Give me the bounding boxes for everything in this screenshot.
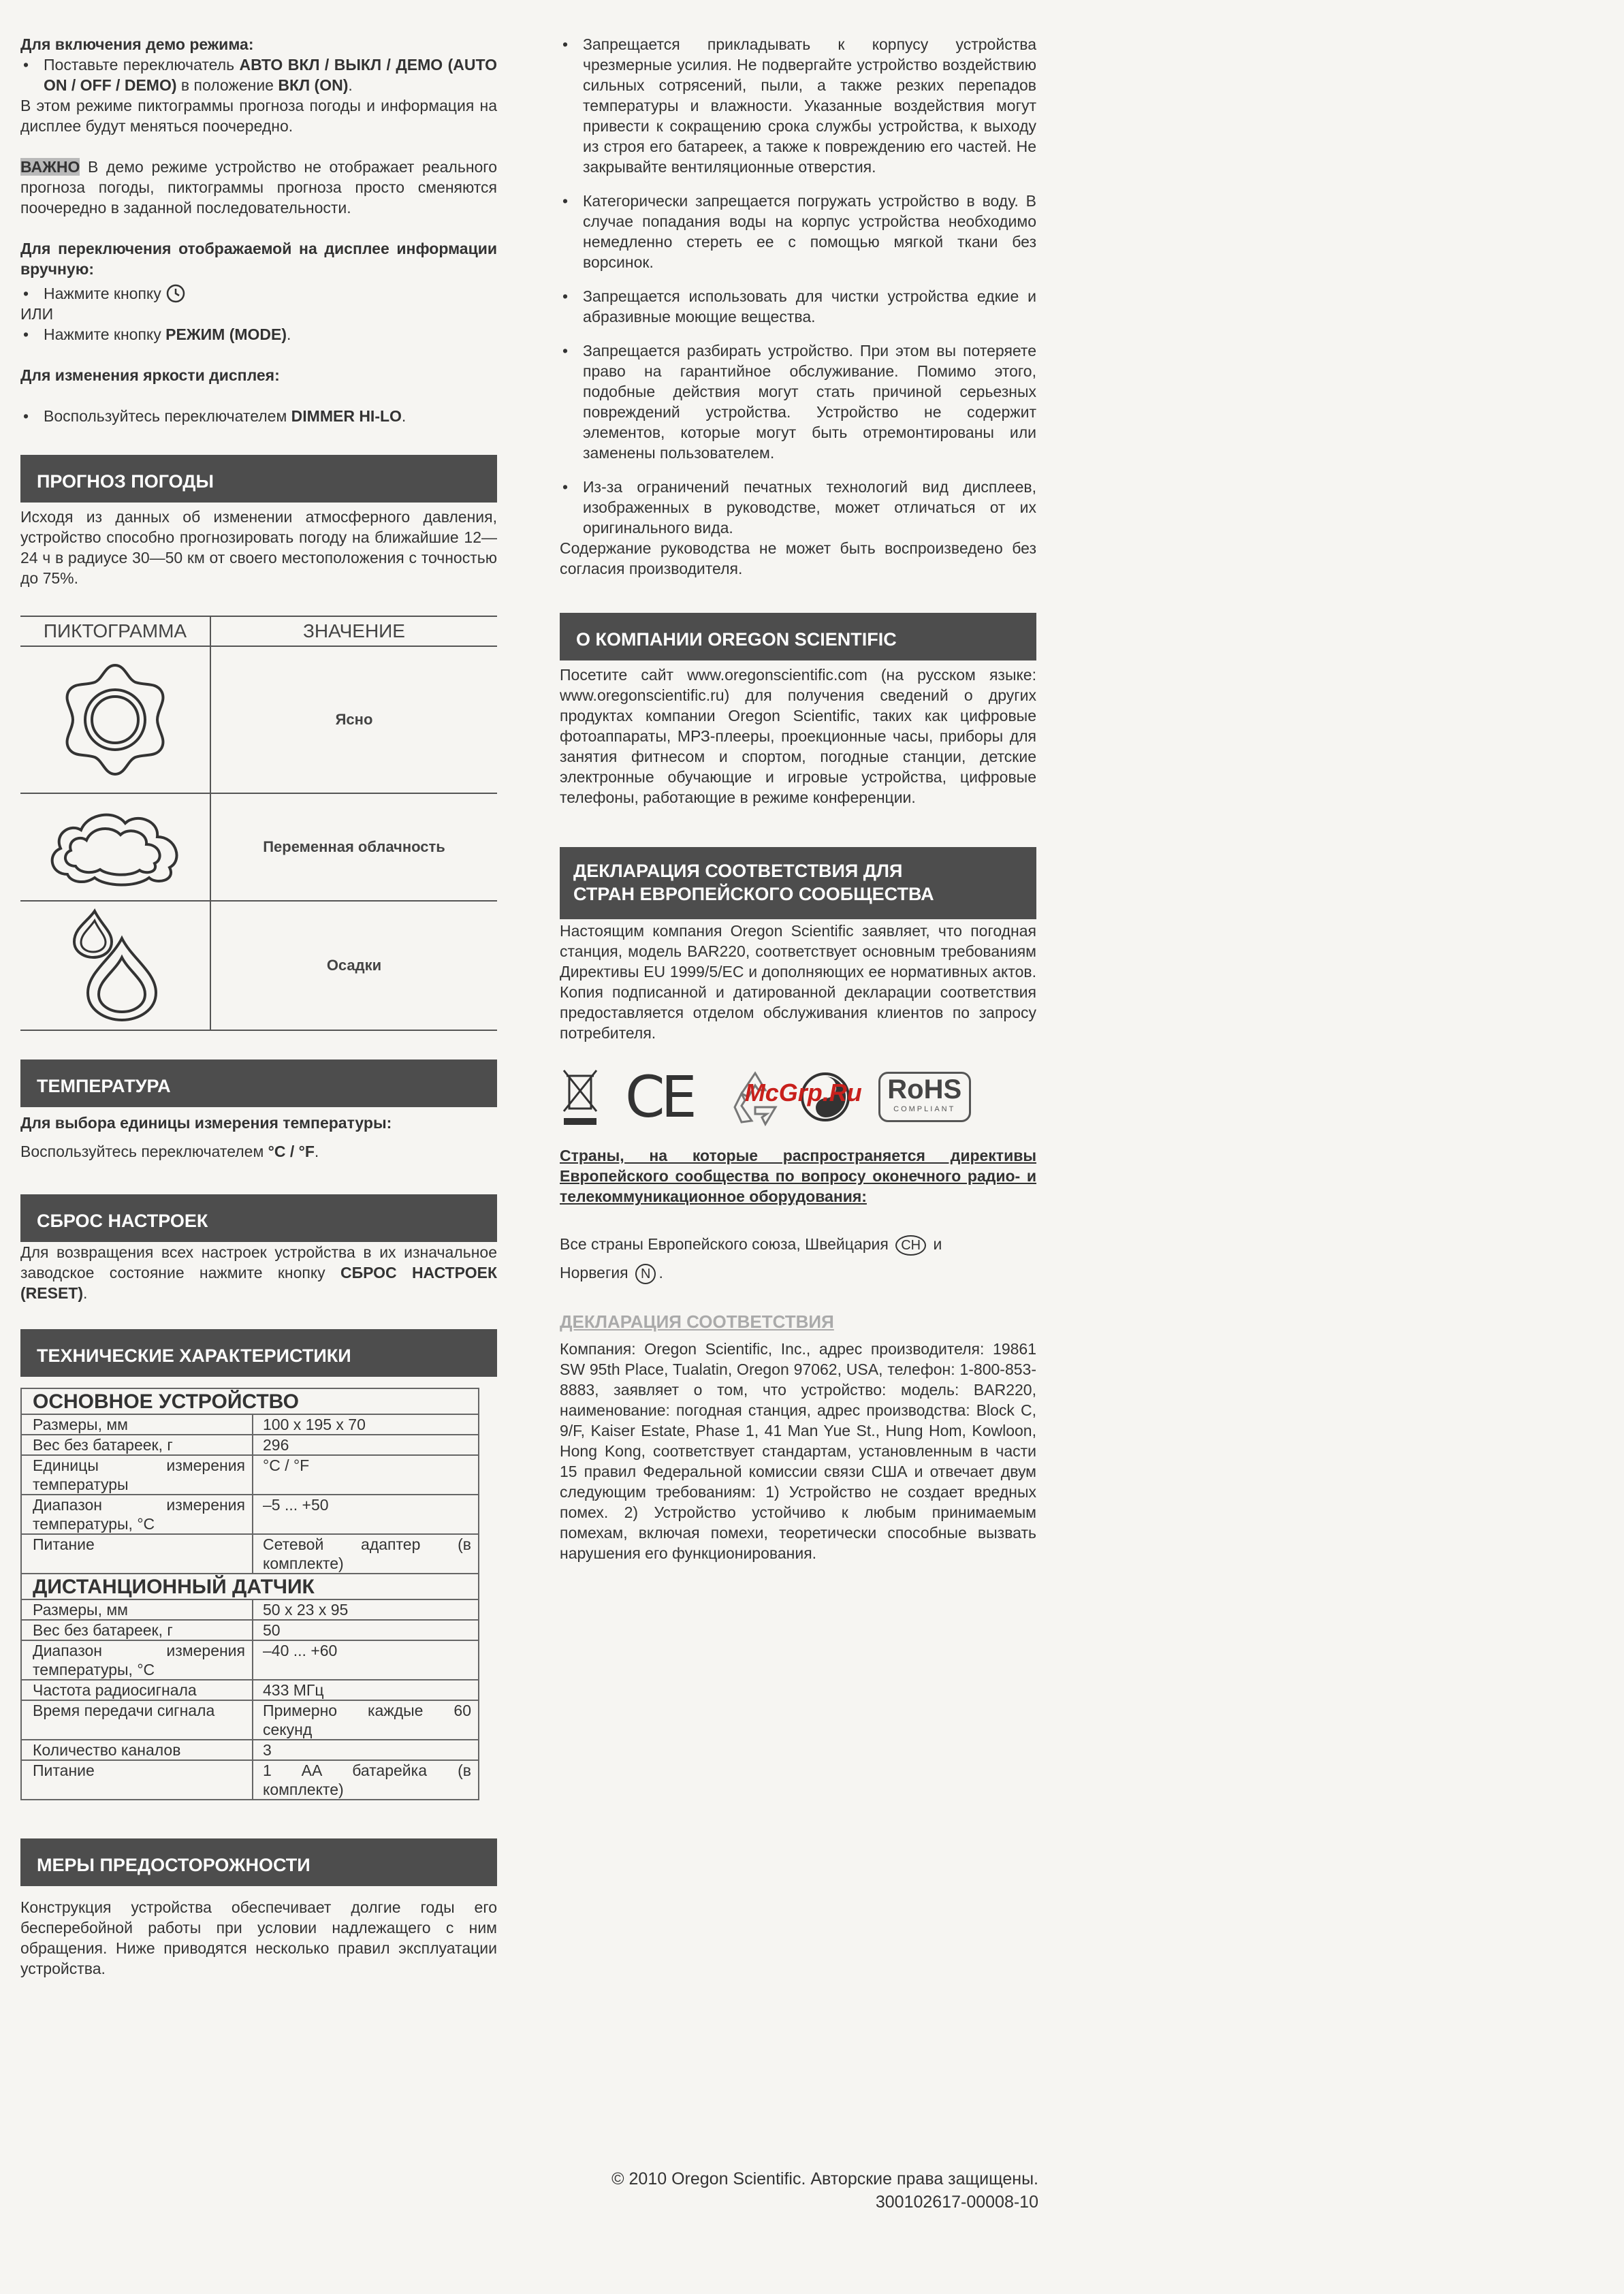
spec-key: Частота радиосигнала: [22, 1680, 253, 1700]
spec-row: [22, 1415, 478, 1435]
pictogram-row: [20, 793, 497, 900]
spec-value: Примерно каждые 60 секунд: [263, 1702, 471, 1738]
spec-key: Вес без батареек, г: [22, 1435, 253, 1454]
spec-row: [22, 1680, 478, 1701]
spec-row: [22, 1535, 478, 1573]
eu-declaration-header: ДЕКЛАРАЦИЯ СООТВЕТСТВИЯ ДЛЯ СТРАН ЕВРОПЕЙСКОГО СООБЩЕСТВА: [560, 847, 1036, 919]
reproduction-notice: Содержание руководства не может быть воспроизведено без согласия производителя.: [560, 539, 1036, 577]
reset-text: Для возвращения всех настроек устройства в их изначальное заводское состояние нажмите кнопку СБРОС НАСТРОЕК (RESET).: [20, 1243, 497, 1302]
demo-important: ВАЖНО В демо режиме устройство не отображает реального прогноза погоды, пиктограммы прогноза просто сменяются поочередно в заданной последовательности.: [20, 158, 497, 217]
precaution-item: • Запрещается прикладывать к корпусу устройства чрезмерные усилия. Не подвергайте устройство воздействию сильных сотрясений, пыли, а также резких перепадов температуры и влажности. Указанные воздействия могут привести к сокращению срока службы устройства, к выходу из строя его батареек, а также к повреждению его частей. Не закрывайте вентиляционные отверстия.: [560, 34, 1036, 177]
spec-key: Вес без батареек, г: [22, 1621, 253, 1640]
temperature-header: ТЕМПЕРАТУРА: [20, 1060, 497, 1107]
meaning-precipitation: Осадки: [326, 957, 382, 974]
ce-mark: CE: [625, 1064, 693, 1130]
switch-item-2: • Нажмите кнопку РЕЖИМ (MODE).: [20, 324, 497, 345]
spec-key: Диапазон измерения температуры, °C: [22, 1495, 253, 1533]
footer: [611, 2167, 1038, 2214]
forecast-text: Исходя из данных об изменении атмосферного давления, устройство способно прогнозировать погоду на ближайшие 12—24 ч в радиусе 30—50 км от своего местоположения с точностью до 75%.: [20, 508, 497, 587]
spec-value: 3: [263, 1741, 272, 1759]
spec-row: [22, 1701, 478, 1740]
us-declaration-title: ДЕКЛАРАЦИЯ СООТВЕТСТВИЯ: [560, 1311, 834, 1332]
spec-key: Питание: [22, 1761, 253, 1799]
spec-value: 50 x 23 x 95: [263, 1601, 349, 1619]
about-text: Посетите сайт www.oregonscientific.com (на русском языке: www.oregonscientific.ru) для получения сведений о других продуктах компании Oregon Scientific, таких как цифровые фотоаппараты, МРЗ-плееры, проекционные часы, приборы для занятия фитнесом и спортом, погодные станции, детские электронные обучающие и игровые устройства, цифровые телефоны, работающие в режиме конференции.: [560, 666, 1036, 806]
meaning-clear: Ясно: [335, 711, 373, 728]
left-column: [20, 34, 497, 1979]
spec-key: Время передачи сигнала: [22, 1701, 253, 1739]
spec-value: –40 ... +60: [263, 1642, 338, 1659]
pictogram-table: [20, 616, 497, 1031]
about-header: О КОМПАНИИ OREGON SCIENTIFIC: [560, 613, 1036, 660]
spec-value: 1 AA батарейка (в комплекте): [263, 1762, 471, 1798]
spec-row: [22, 1456, 478, 1495]
spec-row: [22, 1435, 478, 1456]
spec-key: Количество каналов: [22, 1740, 253, 1759]
spec-key: Питание: [22, 1535, 253, 1573]
spec-value: Сетевой адаптер (в комплекте): [263, 1535, 471, 1572]
reset-header: СБРОС НАСТРОЕК: [20, 1194, 497, 1242]
spec-key: Размеры, мм: [22, 1600, 253, 1619]
certification-logos: [560, 1060, 1036, 1134]
spec-key: Размеры, мм: [22, 1415, 253, 1434]
norway-mark: N: [635, 1264, 656, 1284]
spec-value: 100 x 195 x 70: [263, 1416, 366, 1433]
precaution-item: • Из-за ограничений печатных технологий вид дисплеев, изображенных в руководстве, может отличаться от их оригинального вида.: [560, 477, 1036, 538]
spec-row: [22, 1740, 478, 1761]
right-column: [560, 34, 1036, 1563]
sun-icon: [47, 652, 183, 788]
eu-countries-heading: Страны, на которые распространяется директивы Европейского сообщества по вопросу оконечного радио- и телекоммуникационное оборудования:: [560, 1147, 1036, 1205]
cloud-icon: [40, 799, 190, 895]
spec-value: 296: [263, 1436, 289, 1454]
precaution-item: • Запрещается разбирать устройство. При этом вы потеряете право на гарантийное обслуживание. Помимо этого, подобные действия могут стать причиной серьезных повреждений устройства. Устройство не содержит элементов, которые могут быть отремонтированы или заменены пользователем.: [560, 340, 1036, 463]
spec-row: [22, 1761, 478, 1799]
spec-row: [22, 1600, 478, 1621]
eu-declaration-text: Настоящим компания Oregon Scientific заявляет, что погодная станция, модель BAR220, соответствует основным требованиям Директивы EU 1999/5/EC и дополняющих ее нормативных актов. Копия подписанной и датированной декларации соответствия предоставляется отделом обслуживания клиентов по запросу потребителя.: [560, 922, 1036, 1042]
important-label: ВАЖНО: [20, 158, 80, 176]
temperature-text: Воспользуйтесь переключателем °C / °F.: [20, 1143, 319, 1160]
brightness-heading: Для изменения яркости дисплея:: [20, 366, 280, 384]
document-code: 300102617-00008-10: [875, 2193, 1038, 2212]
rain-icon: [47, 904, 183, 1027]
spec-value: 50: [263, 1621, 281, 1639]
spec-row: [22, 1621, 478, 1641]
specs-header: ТЕХНИЧЕСКИЕ ХАРАКТЕРИСТИКИ: [20, 1329, 497, 1377]
switch-heading: Для переключения отображаемой на дисплее информации вручную:: [20, 240, 497, 278]
weee-bin-icon: [560, 1066, 601, 1128]
switch-or: ИЛИ: [20, 305, 54, 323]
eu-countries-text: Все страны Европейского союза, Швейцария CH и: [560, 1234, 1036, 1256]
meaning-col-header: ЗНАЧЕНИЕ: [303, 620, 405, 641]
specs-table: [20, 1388, 479, 1800]
watermark: McGrp.Ru: [744, 1079, 862, 1106]
temperature-heading: Для выбора единицы измерения температуры:: [20, 1114, 392, 1132]
switzerland-mark: CH: [895, 1235, 926, 1256]
clock-icon: [165, 283, 186, 304]
pictogram-row: [20, 900, 497, 1030]
precautions-header: МЕРЫ ПРЕДОСТОРОЖНОСТИ: [20, 1838, 497, 1886]
eu-countries-text-2: Норвегия N .: [560, 1262, 1036, 1284]
main-unit-title: ОСНОВНОЕ УСТРОЙСТВО: [22, 1389, 478, 1415]
spec-value: –5 ... +50: [263, 1496, 329, 1514]
pictogram-col-header: ПИКТОГРАММА: [20, 617, 211, 646]
spec-key: Единицы измерения температуры: [22, 1456, 253, 1494]
precaution-item: • Запрещается использовать для чистки устройства едкие и абразивные моющие вещества.: [560, 286, 1036, 327]
demo-heading: Для включения демо режима:: [20, 35, 254, 53]
spec-value: °C / °F: [263, 1456, 310, 1474]
precautions-text: Конструкция устройства обеспечивает долгие годы его бесперебойной работы при условии надлежащего с ним обращения. Ниже приводятся несколько правил эксплуатации устройства.: [20, 1898, 497, 1977]
spec-row: [22, 1641, 478, 1680]
pictogram-table-header: [20, 617, 497, 646]
us-declaration-text: Компания: Oregon Scientific, Inc., адрес производителя: 19861 SW 95th Place, Tualatin, Oregon 97062, USA, телефон: 1-800-853-8883, заявляет о том, что устройство: модель: BAR220, наименование: погодная станция, адрес производства: Block C, 9/F, Kaiser Estate, Phase 1, 41 Man Yue St., Hung Hom, Kowloon, Hong Kong, соответствует стандартам, установленным в части 15 правил Федеральной комиссии связи США и отвечает двум следующим требованиям: 1) Устройство не создает вредных помех. 2) Устройство устойчиво к любым принимаемым помехам, включая помехи, теоретически способные вызвать нарушения его функционирования.: [560, 1340, 1036, 1562]
switch-item-1: • Нажмите кнопку: [20, 283, 497, 304]
precaution-item: • Категорически запрещается погружать устройство в воду. В случае попадания воды на корпус устройства необходимо немедленно стереть ее с помощью мягкой ткани без ворсинок.: [560, 191, 1036, 272]
brightness-item: • Воспользуйтесь переключателем DIMMER HI-LO.: [20, 406, 497, 426]
demo-bullet: • Поставьте переключатель АВТО ВКЛ / ВЫКЛ / ДЕМО (AUTO ON / OFF / DEMO) в положение ВКЛ (ON).: [20, 54, 497, 95]
demo-text: В этом режиме пиктограммы прогноза погоды и информация на дисплее будут меняться поочередно.: [20, 97, 497, 135]
pictogram-row: [20, 646, 497, 793]
remote-sensor-title: ДИСТАНЦИОННЫЙ ДАТЧИК: [22, 1573, 478, 1600]
spec-value: 433 МГц: [263, 1681, 324, 1699]
spec-row: [22, 1495, 478, 1535]
copyright: © 2010 Oregon Scientific. Авторские права защищены.: [611, 2169, 1038, 2188]
forecast-header: ПРОГНОЗ ПОГОДЫ: [20, 455, 497, 503]
spec-key: Диапазон измерения температуры, °C: [22, 1641, 253, 1679]
meaning-partly-cloudy: Переменная облачность: [263, 838, 445, 855]
rohs-badge: RoHS COMPLIANT: [878, 1072, 971, 1122]
